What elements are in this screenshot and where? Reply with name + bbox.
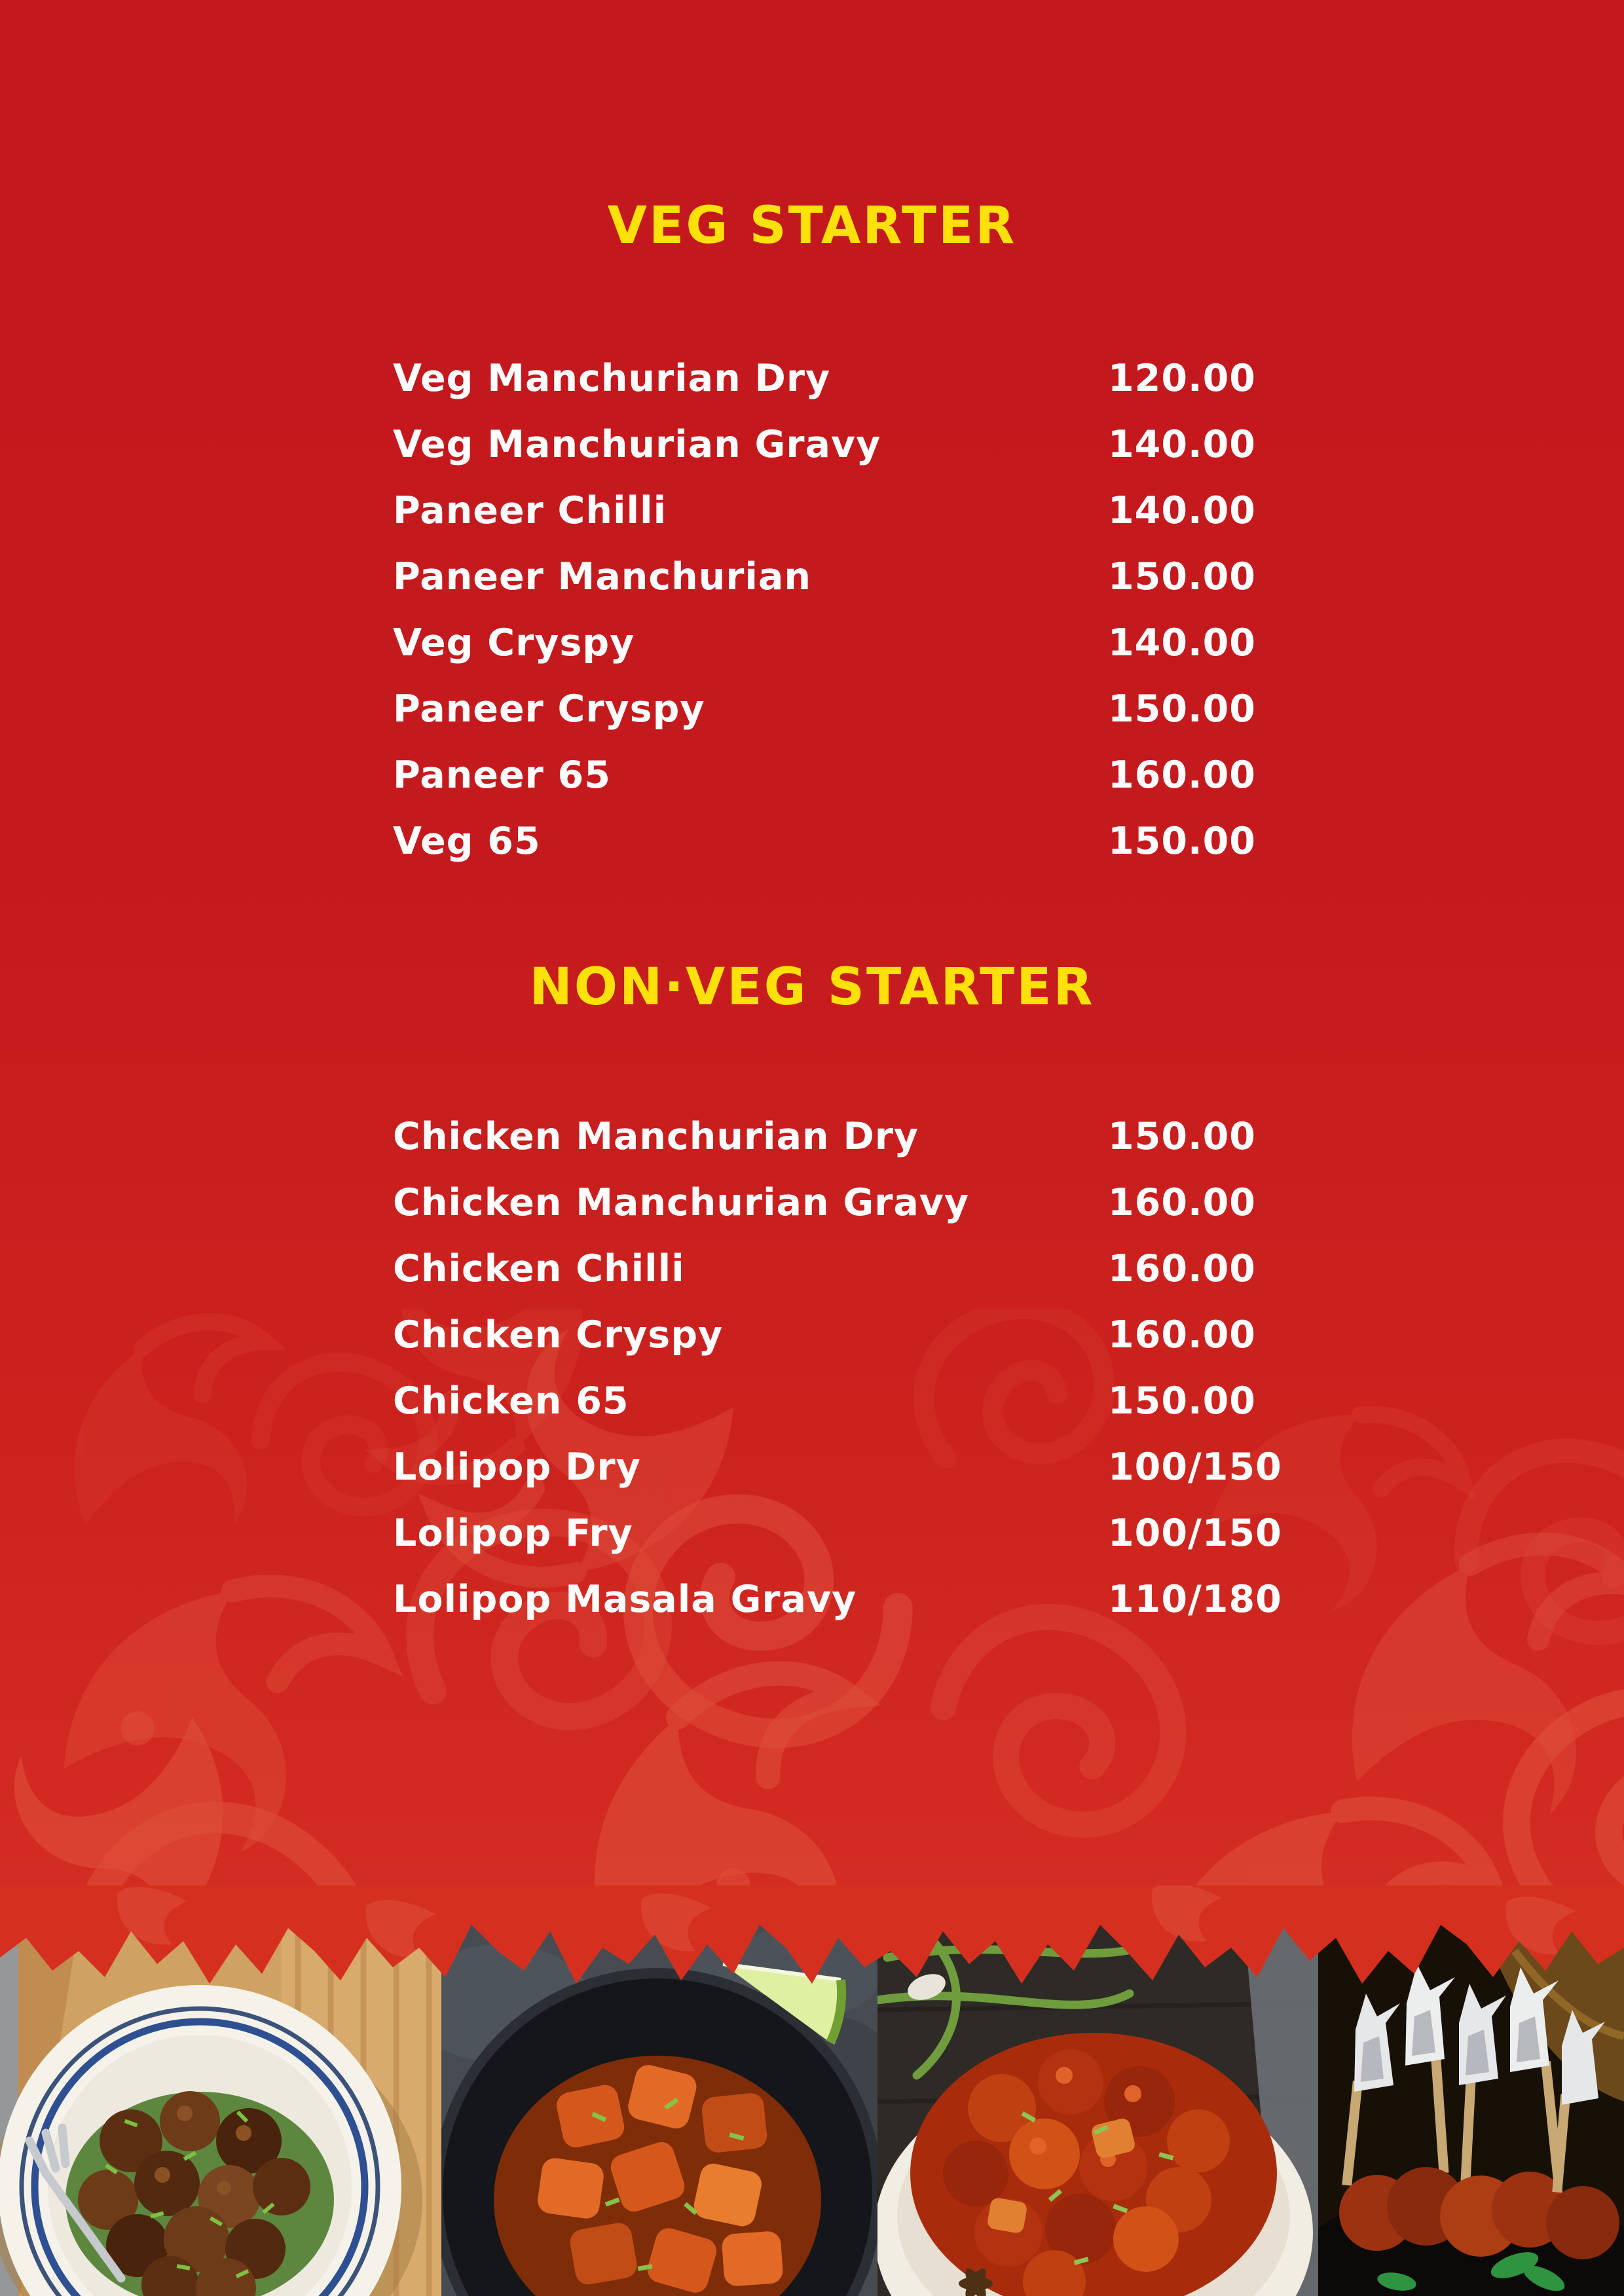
item-name: Paneer Cryspy	[393, 687, 705, 731]
item-price: 100/150	[1108, 1446, 1282, 1489]
item-price: 150.00	[1108, 555, 1256, 598]
menu-item-row	[0, 1434, 1624, 1501]
item-price: 150.00	[1108, 1115, 1256, 1158]
item-name: Paneer Manchurian	[393, 555, 811, 598]
item-price: 160.00	[1108, 754, 1256, 797]
veg-starter-list	[0, 346, 1624, 875]
menu-item-row	[0, 676, 1624, 742]
item-price: 160.00	[1108, 1313, 1256, 1357]
menu-item-row	[0, 1567, 1624, 1633]
item-price: 120.00	[1108, 357, 1256, 400]
menu-item-row	[0, 478, 1624, 544]
item-name: Chicken 65	[393, 1379, 629, 1423]
menu-item-row	[0, 610, 1624, 676]
menu-item-row	[0, 412, 1624, 478]
item-price: 140.00	[1108, 489, 1256, 532]
item-name: Chicken Manchurian Dry	[393, 1115, 919, 1158]
nonveg-starter-list	[0, 1104, 1624, 1633]
item-price: 150.00	[1108, 820, 1256, 863]
item-name: Lolipop Masala Gravy	[393, 1578, 857, 1621]
item-name: Chicken Cryspy	[393, 1313, 724, 1357]
item-name: Veg Cryspy	[393, 621, 635, 665]
item-price: 100/150	[1108, 1512, 1282, 1555]
item-price: 160.00	[1108, 1181, 1256, 1224]
item-name: Chicken Chilli	[393, 1247, 685, 1290]
veg-starter-title: VEG STARTER	[607, 196, 1017, 255]
item-price: 140.00	[1108, 621, 1256, 665]
item-name: Veg Manchurian Dry	[393, 357, 831, 400]
menu-item-row	[0, 346, 1624, 412]
item-name: Lolipop Fry	[393, 1512, 633, 1555]
item-price: 150.00	[1108, 687, 1256, 731]
menu-item-row	[0, 809, 1624, 875]
item-price: 160.00	[1108, 1247, 1256, 1290]
item-name: Lolipop Dry	[393, 1446, 641, 1489]
item-name: Veg Manchurian Gravy	[393, 423, 881, 466]
menu-item-row	[0, 1302, 1624, 1368]
menu-item-row	[0, 1236, 1624, 1302]
menu-item-row	[0, 1368, 1624, 1434]
menu-item-row	[0, 1170, 1624, 1236]
item-price: 140.00	[1108, 423, 1256, 466]
menu-item-row	[0, 544, 1624, 610]
item-name: Veg 65	[393, 820, 541, 863]
nonveg-starter-title: NON·VEG STARTER	[529, 958, 1095, 1017]
item-name: Paneer 65	[393, 754, 611, 797]
item-name: Paneer Chilli	[393, 489, 667, 532]
item-price: 150.00	[1108, 1379, 1256, 1423]
torn-paper-edge	[0, 1886, 1624, 2016]
menu-item-row	[0, 1104, 1624, 1170]
item-price: 110/180	[1108, 1578, 1282, 1621]
menu-item-row	[0, 1501, 1624, 1567]
item-name: Chicken Manchurian Gravy	[393, 1181, 970, 1224]
menu-item-row	[0, 742, 1624, 809]
